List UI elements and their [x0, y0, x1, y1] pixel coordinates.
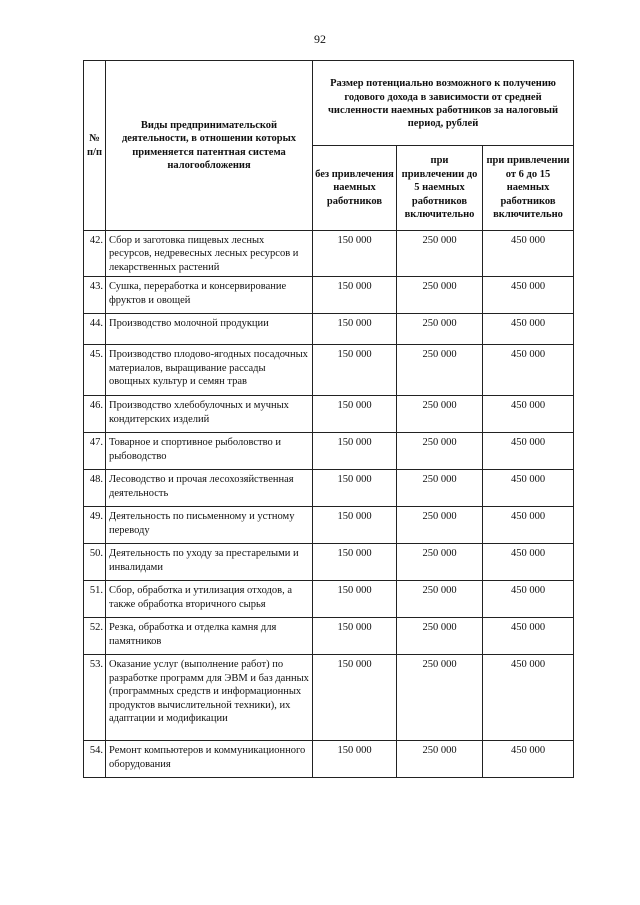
income-up-to-5-cell: 250 000 [397, 618, 483, 655]
table-row [84, 433, 574, 470]
income-6-to-15-cell: 450 000 [483, 544, 574, 581]
income-no-workers-cell: 150 000 [313, 433, 397, 470]
income-no-workers-cell: 150 000 [313, 741, 397, 778]
income-up-to-5-cell: 250 000 [397, 314, 483, 345]
page-number: 92 [314, 32, 326, 46]
income-6-to-15-cell: 450 000 [483, 581, 574, 618]
row-number: 54. [84, 741, 106, 778]
income-6-to-15-cell: 450 000 [483, 396, 574, 433]
income-no-workers-cell: 150 000 [313, 544, 397, 581]
row-number: 53. [84, 655, 106, 741]
row-number: 43. [84, 277, 106, 314]
patent-income-table [83, 60, 574, 778]
table-row [84, 314, 574, 345]
header-no-workers: без привлечения наемных работников [313, 146, 397, 231]
income-no-workers-cell: 150 000 [313, 655, 397, 741]
table-row [84, 655, 574, 741]
row-number: 49. [84, 507, 106, 544]
table-row [84, 507, 574, 544]
row-number: 42. [84, 231, 106, 277]
income-up-to-5-cell: 250 000 [397, 741, 483, 778]
income-no-workers-cell: 150 000 [313, 470, 397, 507]
activity-cell: Ремонт компьютеров и коммуникационного оборудования [106, 741, 313, 778]
income-up-to-5-cell: 250 000 [397, 396, 483, 433]
header-activity: Виды предпринимательской деятельности, в отношении которых применяется патентная система налогообложения [106, 61, 313, 231]
row-number: 50. [84, 544, 106, 581]
activity-cell: Резка, обработка и отделка камня для памятников [106, 618, 313, 655]
header-income-group: Размер потенциально возможного к получению годового дохода в зависимости от средней численности наемных работников за налоговый период, рублей [313, 61, 574, 146]
income-6-to-15-cell: 450 000 [483, 655, 574, 741]
income-6-to-15-cell: 450 000 [483, 277, 574, 314]
income-no-workers-cell: 150 000 [313, 277, 397, 314]
table-row [84, 741, 574, 778]
income-up-to-5-cell: 250 000 [397, 277, 483, 314]
header-number: № п/п [84, 61, 106, 231]
activity-cell: Деятельность по письменному и устному переводу [106, 507, 313, 544]
activity-cell: Деятельность по уходу за престарелыми и инвалидами [106, 544, 313, 581]
row-number: 47. [84, 433, 106, 470]
table-row [84, 396, 574, 433]
activity-cell: Сбор и заготовка пищевых лесных ресурсов, недревесных лесных ресурсов и лекарственных растений [106, 231, 313, 277]
income-no-workers-cell: 150 000 [313, 345, 397, 396]
income-6-to-15-cell: 450 000 [483, 433, 574, 470]
income-6-to-15-cell: 450 000 [483, 618, 574, 655]
income-up-to-5-cell: 250 000 [397, 544, 483, 581]
activity-cell: Товарное и спортивное рыболовство и рыбоводство [106, 433, 313, 470]
row-number: 44. [84, 314, 106, 345]
income-6-to-15-cell: 450 000 [483, 345, 574, 396]
income-up-to-5-cell: 250 000 [397, 345, 483, 396]
income-6-to-15-cell: 450 000 [483, 231, 574, 277]
income-6-to-15-cell: 450 000 [483, 741, 574, 778]
income-no-workers-cell: 150 000 [313, 581, 397, 618]
income-no-workers-cell: 150 000 [313, 396, 397, 433]
activity-cell: Сбор, обработка и утилизация отходов, а также обработка вторичного сырья [106, 581, 313, 618]
row-number: 48. [84, 470, 106, 507]
income-up-to-5-cell: 250 000 [397, 470, 483, 507]
income-no-workers-cell: 150 000 [313, 231, 397, 277]
header-up-to-5-workers: при привлечении до 5 наемных работников включительно [397, 146, 483, 231]
income-no-workers-cell: 150 000 [313, 507, 397, 544]
income-6-to-15-cell: 450 000 [483, 507, 574, 544]
activity-cell: Производство плодово-ягодных посадочных материалов, выращивание рассады овощных культур и семян трав [106, 345, 313, 396]
table-row [84, 470, 574, 507]
activity-cell: Сушка, переработка и консервирование фруктов и овощей [106, 277, 313, 314]
income-6-to-15-cell: 450 000 [483, 314, 574, 345]
activity-cell: Производство хлебобулочных и мучных кондитерских изделий [106, 396, 313, 433]
table-row [84, 544, 574, 581]
table-row [84, 231, 574, 277]
activity-cell: Производство молочной продукции [106, 314, 313, 345]
activity-cell: Оказание услуг (выполнение работ) по разработке программ для ЭВМ и баз данных (программных средств и информационных продуктов вычислительной техники), их адаптации и модификации [106, 655, 313, 741]
table-row [84, 581, 574, 618]
row-number: 45. [84, 345, 106, 396]
income-6-to-15-cell: 450 000 [483, 470, 574, 507]
table-row [84, 345, 574, 396]
row-number: 46. [84, 396, 106, 433]
row-number: 52. [84, 618, 106, 655]
table-row [84, 277, 574, 314]
row-number: 51. [84, 581, 106, 618]
income-up-to-5-cell: 250 000 [397, 581, 483, 618]
income-up-to-5-cell: 250 000 [397, 507, 483, 544]
income-up-to-5-cell: 250 000 [397, 655, 483, 741]
income-up-to-5-cell: 250 000 [397, 433, 483, 470]
income-no-workers-cell: 150 000 [313, 314, 397, 345]
income-up-to-5-cell: 250 000 [397, 231, 483, 277]
header-6-to-15-workers: при привлечении от 6 до 15 наемных работников включительно [483, 146, 574, 231]
activity-cell: Лесоводство и прочая лесохозяйственная деятельность [106, 470, 313, 507]
income-no-workers-cell: 150 000 [313, 618, 397, 655]
table-row [84, 618, 574, 655]
